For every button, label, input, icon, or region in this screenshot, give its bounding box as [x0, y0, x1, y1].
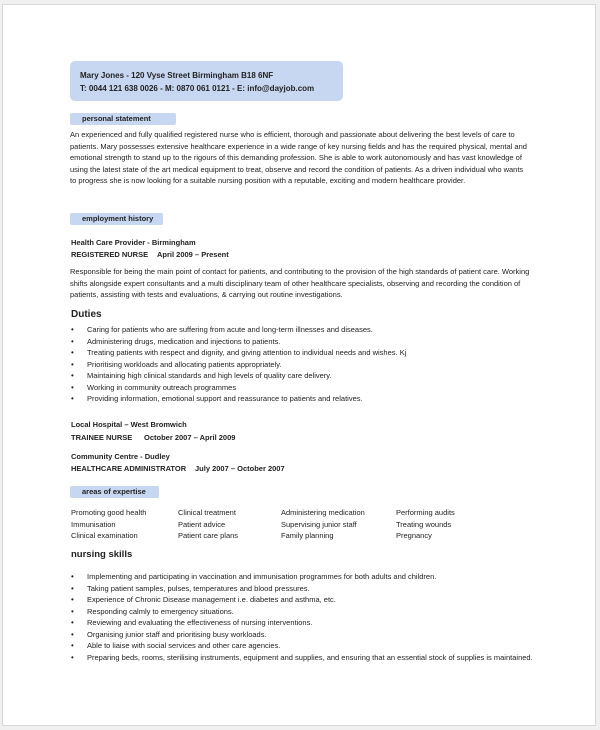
- list-item: • Organising junior staff and prioritising busy workloads.: [71, 629, 551, 641]
- expertise-item: Patient advice: [178, 519, 226, 529]
- expertise-item: Clinical treatment: [178, 508, 236, 517]
- job2-dates: October 2007 – April 2009: [144, 433, 236, 442]
- expertise-item: Family planning: [281, 531, 334, 540]
- list-item: • Preparing beds, rooms, sterilising instruments, equipment and supplies, and ensuring that an essential stock of supplies is maintained.: [71, 652, 551, 664]
- job3-title: HEALTHCARE ADMINISTRATOR: [71, 464, 187, 473]
- expertise-item: Administering medication: [281, 508, 365, 517]
- job1-dates: April 2009 – Present: [157, 250, 229, 259]
- list-item: • Providing information, emotional support and reassurance to patients and relatives.: [71, 393, 541, 405]
- expertise-column: [281, 507, 365, 542]
- expertise-column: [396, 507, 455, 542]
- contact-phone-email: T: 0044 121 638 0026 - M: 0870 061 0121 - E: info@dayjob.com: [80, 84, 315, 93]
- nursing-skills-heading: nursing skills: [71, 549, 133, 560]
- duties-heading: Duties: [71, 309, 102, 320]
- job1-title: REGISTERED NURSE: [71, 250, 149, 259]
- areas-of-expertise-label: areas of expertise: [70, 486, 159, 498]
- expertise-item: Supervising junior staff: [281, 519, 357, 529]
- expertise-item: Immunisation: [71, 519, 116, 529]
- expertise-item: Pregnancy: [396, 531, 432, 540]
- expertise-item: Treating wounds: [396, 519, 452, 529]
- list-item: • Taking patient samples, pulses, temperatures and blood pressures.: [71, 583, 551, 595]
- job3-dates: July 2007 – October 2007: [195, 464, 285, 473]
- list-item: • Caring for patients who are suffering from acute and long-term illnesses and diseases.: [71, 324, 541, 336]
- duties-list: [71, 324, 541, 405]
- expertise-column: [71, 507, 146, 542]
- employment-history-label: employment history: [70, 213, 163, 225]
- job1-summary: Responsible for being the main point of contact for patients, and contributing to the provision of the high standards of patient care. Working shifts alongside expert consultants and a multi disciplinary team of other healthcare specialists, observing and recording the condition of patients, assisting with tests and evaluations, & carrying out routine investigations.: [70, 267, 530, 299]
- list-item: • Administering drugs, medication and injections to patients.: [71, 336, 541, 348]
- personal-statement-label: personal statement: [70, 113, 176, 125]
- list-item: • Able to liaise with social services and other care agencies.: [71, 640, 551, 652]
- personal-statement-text: An experienced and fully qualified registered nurse who is efficient, thorough and passionate about delivering the best levels of care to patients. Mary possesses extensive healthcare experience in a wide range of key nursing fields and has the required physical, mental and emotional strength to stand up to the rigours of this demanding profession. She is able to work autonomously and has vast knowledge of using the latest state of the art medical equipment to treat, observe and record the condition of patients. As a driven individual who wants to progress she is now looking for a suitable nursing position with a reputable, exciting and modern healthcare provider.: [70, 130, 527, 185]
- list-item: • Prioritising workloads and allocating patients appropriately.: [71, 359, 541, 371]
- job2-title: TRAINEE NURSE: [71, 433, 133, 442]
- list-item: • Treating patients with respect and dignity, and giving attention to individual needs and wishes. Kj: [71, 347, 541, 359]
- expertise-item: Performing audits: [396, 508, 455, 517]
- nursing-skills-list: [71, 571, 551, 663]
- expertise-item: Promoting good health: [71, 508, 147, 517]
- list-item: • Responding calmly to emergency situations.: [71, 606, 551, 618]
- contact-header: [70, 61, 343, 101]
- expertise-item: Clinical examination: [71, 531, 138, 540]
- expertise-item: Patient care plans: [178, 531, 239, 540]
- list-item: • Reviewing and evaluating the effectiveness of nursing interventions.: [71, 617, 551, 629]
- expertise-column: [178, 507, 238, 542]
- job1-employer: Health Care Provider - Birmingham: [71, 238, 196, 247]
- list-item: • Implementing and participating in vaccination and immunisation programmes for both adults and children.: [71, 571, 551, 583]
- job3-employer: Community Centre - Dudley: [71, 452, 170, 461]
- contact-name-address: Mary Jones - 120 Vyse Street Birmingham B18 6NF: [80, 71, 274, 80]
- list-item: • Working in community outreach programmes: [71, 382, 541, 394]
- list-item: • Experience of Chronic Disease management i.e. diabetes and asthma, etc.: [71, 594, 551, 606]
- list-item: • Maintaining high clinical standards and high levels of quality care delivery.: [71, 370, 541, 382]
- job2-employer: Local Hospital – West Bromwich: [71, 420, 187, 429]
